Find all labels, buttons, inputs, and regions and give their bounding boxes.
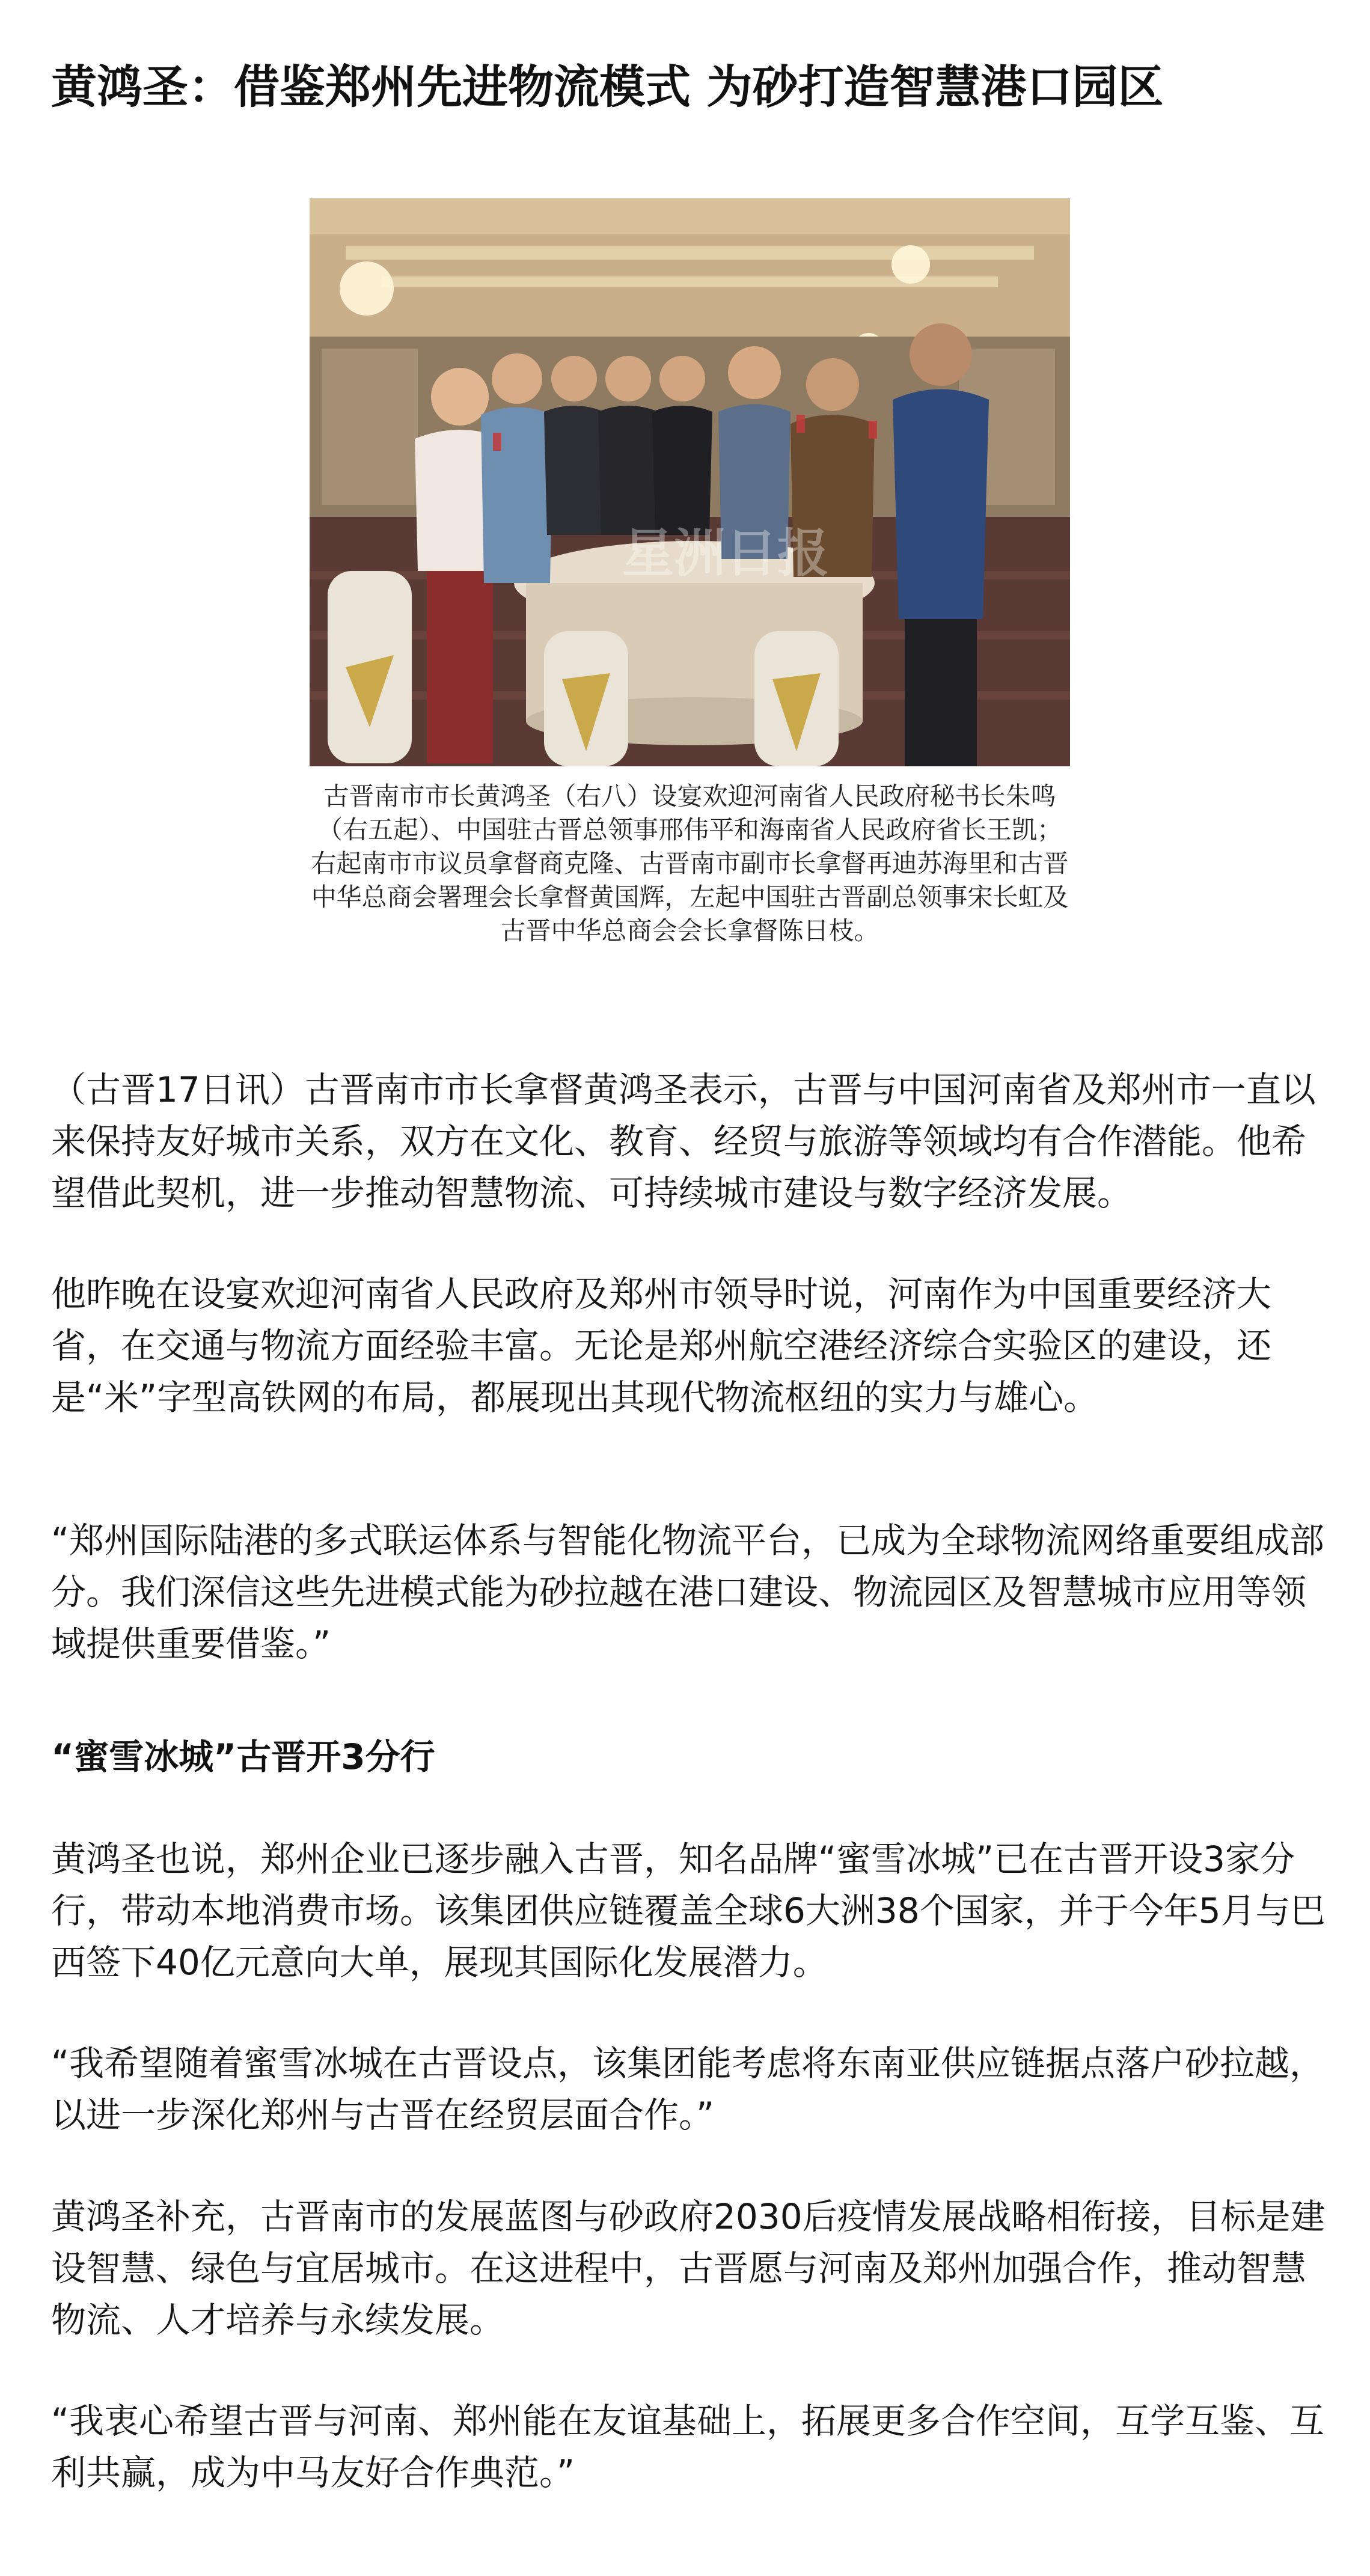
paragraph-5: “我希望随着蜜雪冰城在古晋设点，该集团能考虑将东南亚供应链据点落户砂拉越，以进一步深化郑州与古晋在经贸层面合作。” bbox=[51, 2043, 1325, 2135]
paragraph-6: 黄鸿圣补充，古晋南市的发展蓝图与砂政府2030后疫情发展战略相衔接，目标是建设智慧、绿色与宜居城市。在这进程中，古晋愿与河南及郑州加强合作，推动智慧物流、人才培养与永续发展。 bbox=[51, 2196, 1326, 2340]
banquet-group-photo-icon bbox=[310, 198, 1070, 766]
banquet-photo bbox=[310, 198, 1070, 766]
photo-caption: 古晋南市市长黄鸿圣（右八）设宴欢迎河南省人民政府秘书长朱鸣（右五起）、中国驻古晋总领事邢伟平和海南省人民政府省长王凯；右起南市市议员拿督商克隆、古晋南市副市长拿督再迪苏海里和古晋中华总商会署理会长拿督黄国辉，左起中国驻古晋副总领事宋长虹及古晋中华总商会会长拿督陈日枝。 bbox=[311, 781, 1069, 945]
paragraph-2: 他昨晚在设宴欢迎河南省人民政府及郑州市领导时说，河南作为中国重要经济大省，在交通与物流方面经验丰富。无论是郑州航空港经济综合实验区的建设，还是“米”字型高铁网的布局，都展现出其现代物流枢纽的实力与雄心。 bbox=[51, 1274, 1272, 1418]
photo-watermark: 星洲日报 bbox=[622, 523, 829, 584]
section-subheading: “蜜雪冰城”古晋开3分行 bbox=[51, 1736, 435, 1777]
paragraph-4: 黄鸿圣也说，郑州企业已逐步融入古晋，知名品牌“蜜雪冰城”已在古晋开设3家分行，带动本地消费市场。该集团供应链覆盖全球6大洲38个国家，并于今年5月与巴西签下40亿元意向大单，展现其国际化发展潜力。 bbox=[51, 1839, 1326, 1983]
article-title: 黄鸿圣：借鉴郑州先进物流模式 为砂打造智慧港口园区 bbox=[51, 60, 1164, 114]
article-figure bbox=[310, 198, 1070, 948]
paragraph-7: “我衷心希望古晋与河南、郑州能在友谊基础上，拓展更多合作空间，互学互鉴、互利共赢，成为中马友好合作典范。” bbox=[51, 2401, 1325, 2493]
paragraph-3: “郑州国际陆港的多式联运体系与智能化物流平台，已成为全球物流网络重要组成部分。我们深信这些先进模式能为砂拉越在港口建设、物流园区及智慧城市应用等领域提供重要借鉴。” bbox=[51, 1520, 1325, 1664]
paragraph-1: （古晋17日讯）古晋南市市长拿督黄鸿圣表示，古晋与中国河南省及郑州市一直以来保持友好城市关系，双方在文化、教育、经贸与旅游等领域均有合作潜能。他希望借此契机，进一步推动智慧物流、可持续城市建设与数字经济发展。 bbox=[51, 1069, 1316, 1213]
